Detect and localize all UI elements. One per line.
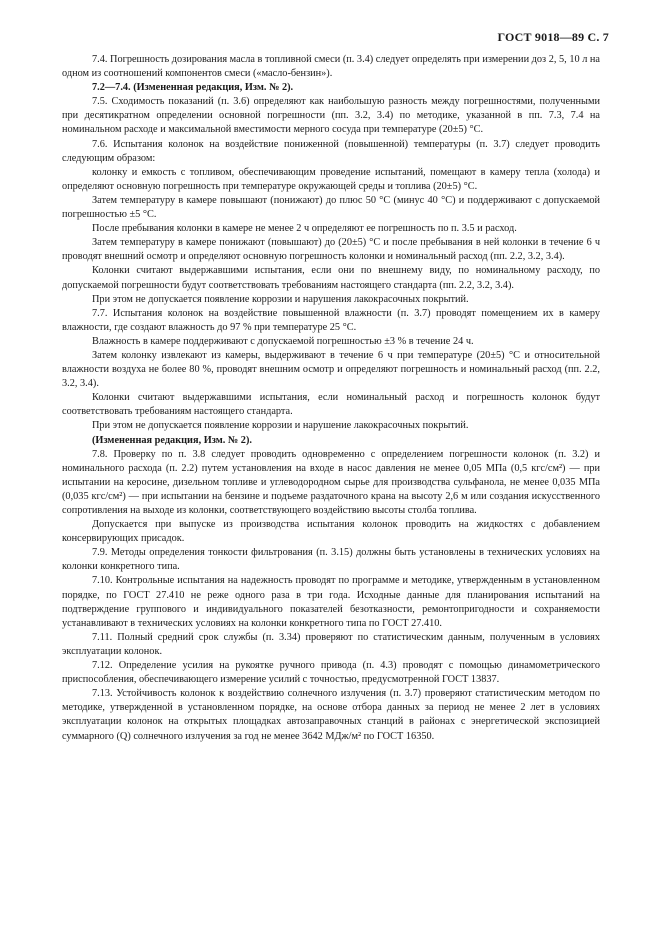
paragraph: 7.11. Полный средний срок службы (п. 3.34) проверяют по статистическим данным, полученным в условиях эксплуатации колонок.	[62, 631, 600, 657]
paragraph: 7.13. Устойчивость колонок к воздействию солнечного излучения (п. 3.7) проверяют статистическим методом по методике, утвержденной в установленном порядке, на основе отбора данных за период не менее 2 лет в условиях эксплуатации колонок на открытых площадках автозаправочных станций в районах с энергетической экспозицией суммарного (Q) солнечного излучения за год не менее 3642 МДж/м² по ГОСТ 16350.	[62, 688, 600, 742]
paragraph: 7.5. Сходимость показаний (п. 3.6) определяют как наибольшую разность между погрешностями, полученными при десятикратном определении основной погрешности (пп. 3.2, 3.4) по методике, указанной в пп. 7.3, 7.4 на номинальном расходе и максимальной вместимости мерного сосуда при температуре (20±5) °С.	[62, 96, 600, 136]
paragraph: (Измененная редакция, Изм. № 2).	[92, 434, 252, 446]
paragraph: 7.12. Определение усилия на рукоятке ручного привода (п. 4.3) проводят с помощью динамометрического приспособления, обеспечивающего измерение усилий с точностью, предусмотренной ГОСТ 13837.	[62, 660, 600, 686]
paragraph: При этом не допускается появление коррозии и нарушения лакокрасочных покрытий.	[92, 293, 469, 305]
paragraph: Влажность в камере поддерживают с допускаемой погрешностью ±3 % в течение 24 ч.	[92, 335, 474, 347]
paragraph: Колонки считают выдержавшими испытания, если номинальный расход и погрешность колонок будут соответствовать требованиям настоящего стандарта.	[62, 392, 600, 418]
document-body	[62, 53, 600, 744]
paragraph: 7.9. Методы определения тонкости фильтрования (п. 3.15) должны быть установлены в технических условиях на колонки конкретного типа.	[62, 547, 600, 573]
paragraph: Допускается при выпуске из производства испытания колонок проводить на жидкостях с добавлением консервирующих присадок.	[62, 519, 600, 545]
paragraph: Затем температуру в камере повышают (понижают) до плюс 50 °С (минус 40 °С) и поддерживают с допускаемой погрешностью ±5 °С.	[62, 194, 600, 221]
paragraph: При этом не допускается появление коррозии и нарушение лакокрасочных покрытий.	[92, 420, 469, 432]
paragraph: 7.10. Контрольные испытания на надежность проводят по программе и методике, утвержденным в установленном порядке, по ГОСТ 27.410 не реже одного раза в три года. Исходные данные для планирования испытаний на подтверждение группового и индивидуального показателей безотказности, ремонтопригодности и сохраняемости устанавливают в технических условиях на колонки конкретного типа по ГОСТ 27.410.	[62, 575, 600, 629]
page-header: ГОСТ 9018—89 С. 7	[497, 30, 609, 44]
paragraph: После пребывания колонки в камере не менее 2 ч определяют ее погрешность по п. 3.5 и расход.	[92, 223, 517, 235]
paragraph: 7.4. Погрешность дозирования масла в топливной смеси (п. 3.4) следует определять при измерении доз 2, 5, 10 л на одном из соотношений компонентов смеси («масло-бензин»).	[62, 54, 600, 80]
paragraph: Затем температуру в камере понижают (повышают) до (20±5) °С и после пребывания в ней колонки в течение 6 ч проводят внешний осмотр и определяют основную погрешность колонки и номинальный расход (пп. 2.2, 3.2, 3.4).	[62, 237, 600, 263]
paragraph: 7.6. Испытания колонок на воздействие пониженной (повышенной) температуры (п. 3.7) следует проводить следующим образом:	[62, 138, 600, 164]
paragraph: колонку и емкость с топливом, обеспечивающим проведение испытаний, помещают в камеру тепла (холода) и определяют основную погрешность при температуре окружающей среды и топлива (20±5) °С.	[62, 166, 600, 192]
paragraph: 7.7. Испытания колонок на воздействие повышенной влажности (п. 3.7) проводят помещением их в камеру влажности, где создают влажность до 97 % при температуре 25 °С.	[62, 307, 600, 333]
paragraph: Затем колонку извлекают из камеры, выдерживают в течение 6 ч при температуре (20±5) °С и относительной влажности воздуха не более 80 %, проводят внешним осмотр и определяют погрешность и номинальный расход (пп. 2.2, 3.2, 3.4).	[62, 349, 600, 390]
paragraph: 7.2—7.4. (Измененная редакция, Изм. № 2).	[92, 82, 294, 94]
paragraph: 7.8. Проверку по п. 3.8 следует проводить одновременно с определением погрешности колонок (п. 3.2) и номинального расхода (п. 2.2) путем установления на входе в насос давления не менее 0,05 МПа (0,5 кгс/см²) — при испытании на керосине, дизельном топливе и углеводородном сырье для производства сульфанола, не менее 0,035 МПа (0,035 кгс/см²) — при испытании на бензине и подъеме раздаточного крана на высоту 2,6 м или создания искусственного сопротивления на выходе из колонки, соответствующего воздействию высоты столба топлива.	[62, 448, 600, 516]
paragraph: Колонки считают выдержавшими испытания, если они по внешнему виду, по номинальному расходу, по допускаемой погрешности будут соответствовать требованиям настоящего стандарта (пп. 2.2, 3.2, 3.4).	[62, 265, 600, 291]
